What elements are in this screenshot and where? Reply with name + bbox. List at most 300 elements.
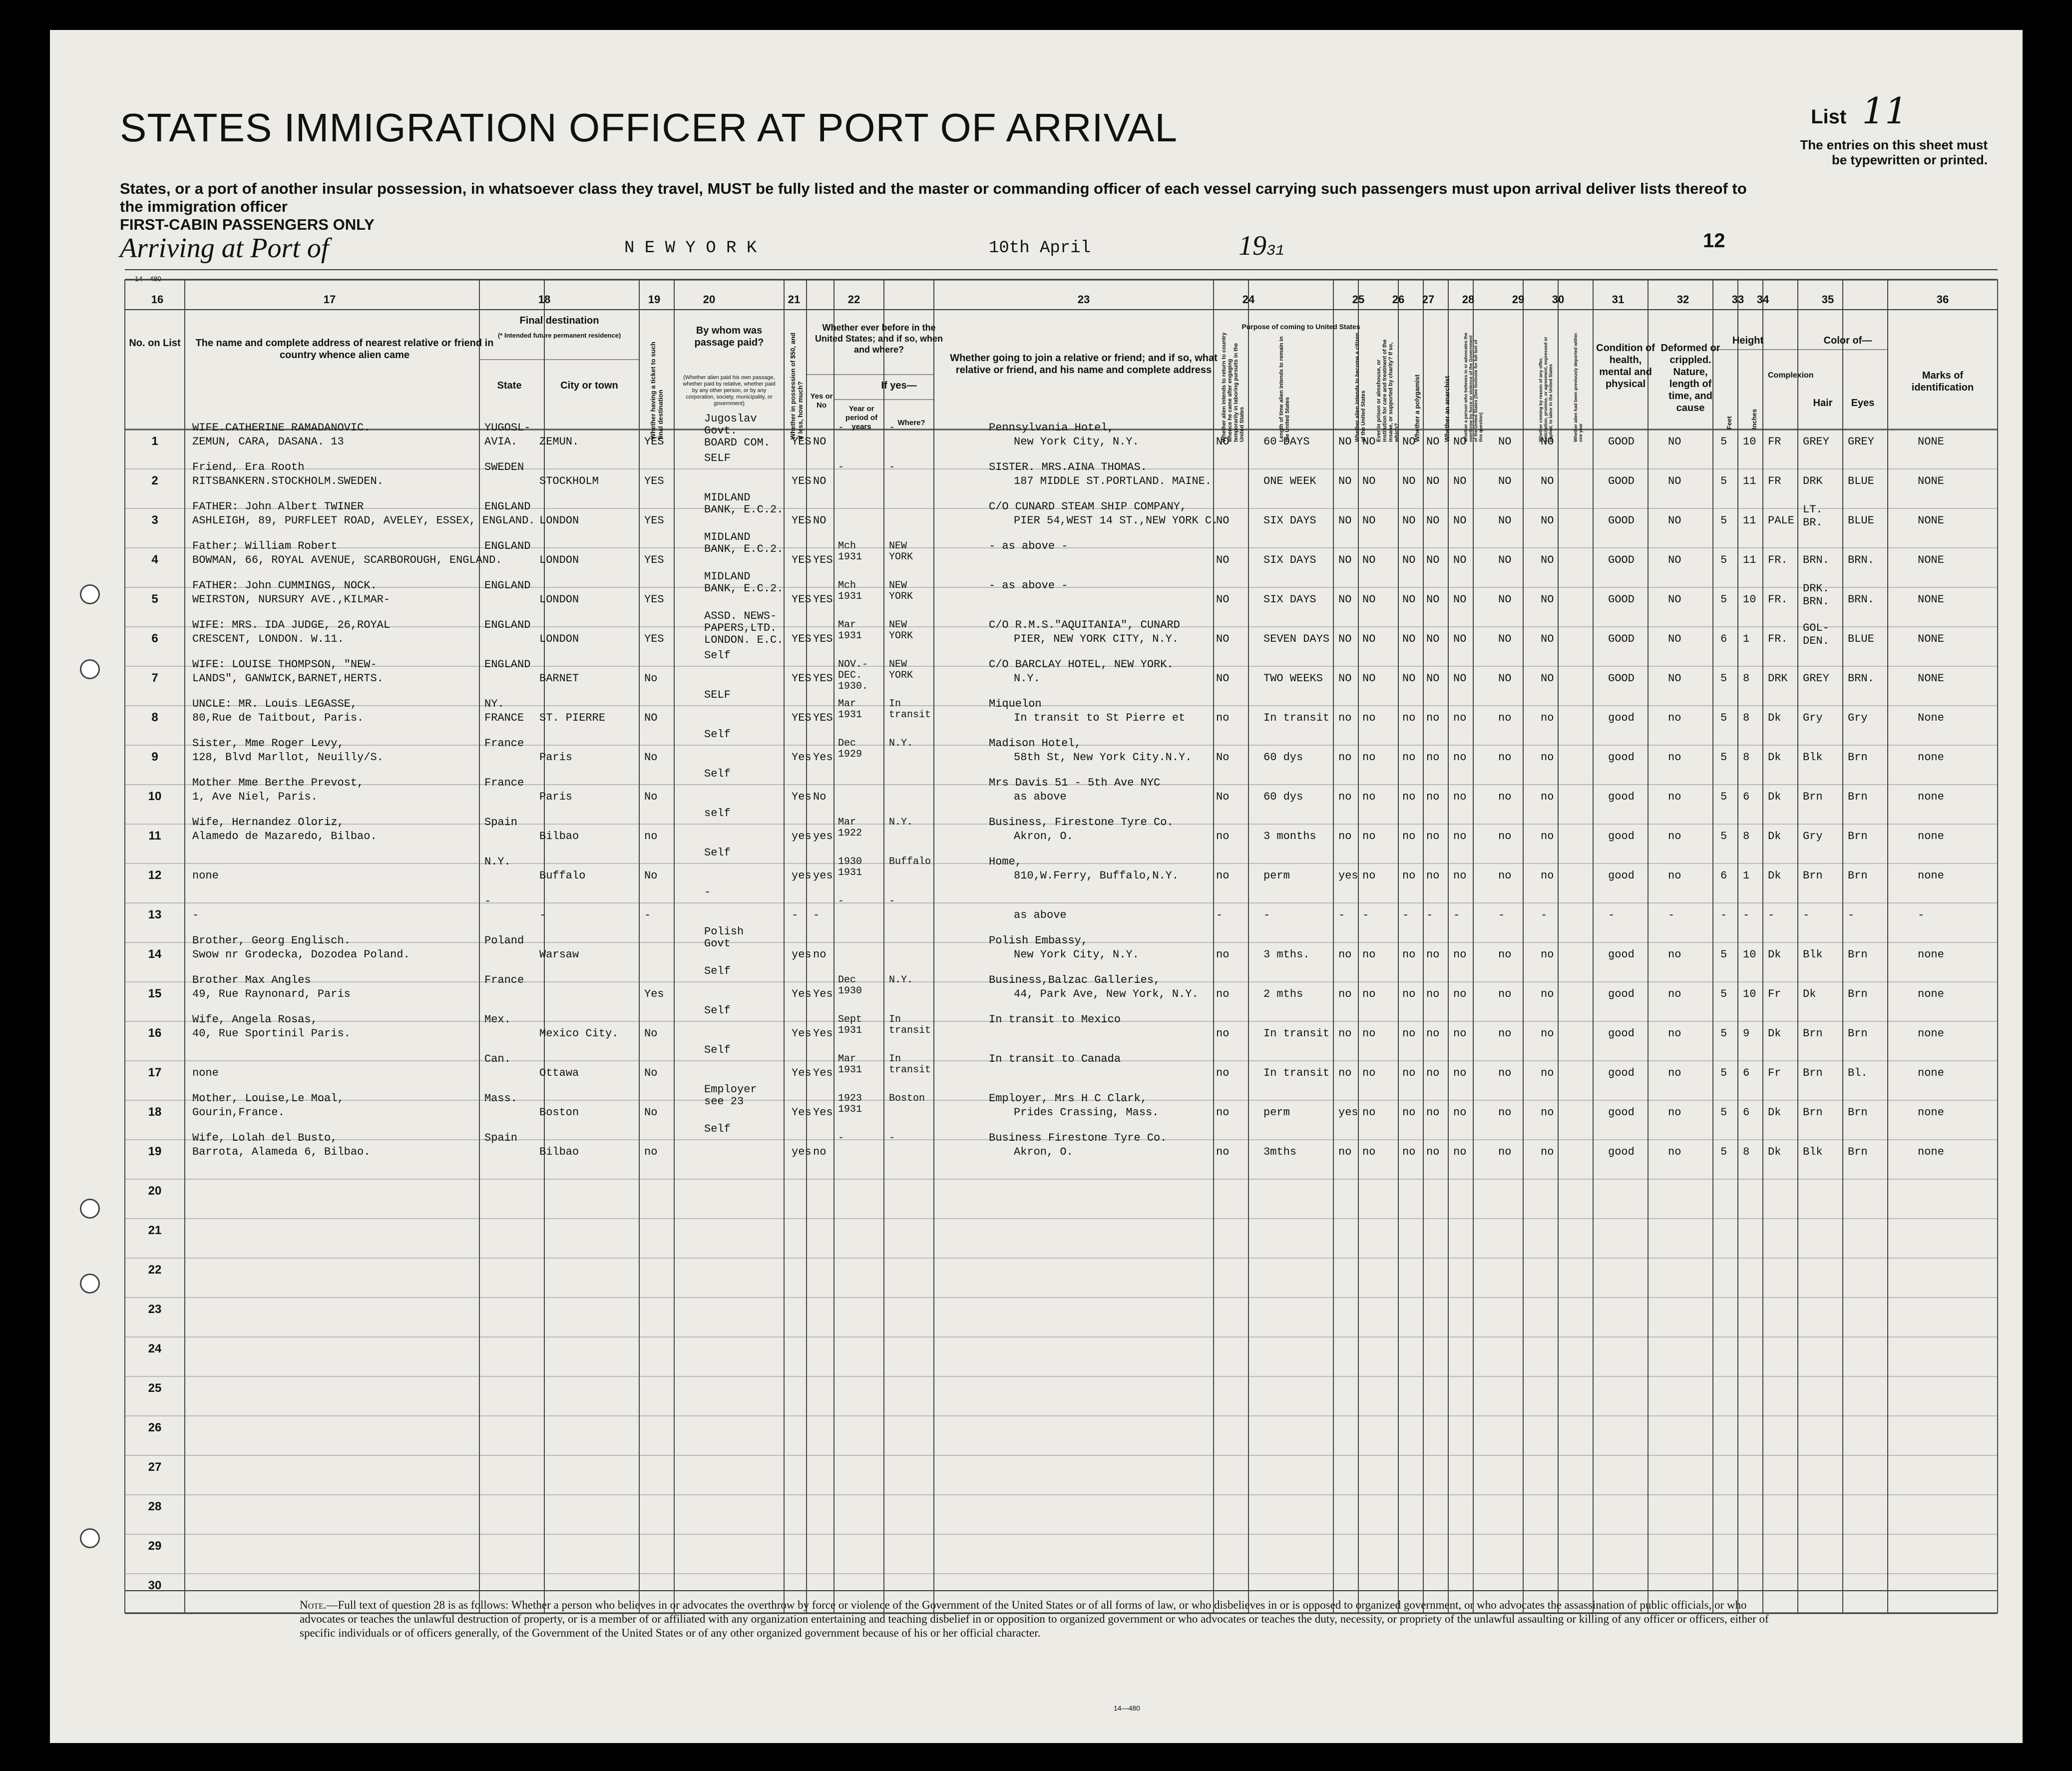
cell-pol: NO bbox=[1402, 593, 1416, 606]
cell-cmp: Fr bbox=[1768, 988, 1781, 1000]
cell-c50: YES bbox=[792, 436, 812, 448]
cell-c50: YES bbox=[792, 593, 812, 606]
cell-mark: none bbox=[1918, 1146, 1944, 1158]
cell-rel2: none bbox=[192, 1067, 219, 1079]
cell-q30: no bbox=[1541, 791, 1554, 803]
cell-hea: GOOD bbox=[1608, 475, 1635, 487]
cell-join1: Employer, Mrs H C Clark, bbox=[989, 1092, 1147, 1105]
cell-q28: NO bbox=[1453, 672, 1467, 685]
table-row bbox=[50, 449, 2023, 488]
cell-in: 6 bbox=[1743, 1067, 1750, 1079]
footer-note-text: —Full text of question 28 is as follows: Whether a person who believes in or advocates the overthrow by force or violence of the Government of the United States or of all forms of law, or who disbelieves in or is opposed to organized government, or who advocates the assassination of public officials, or who advocates or teaches the unlawful destruction of property, or is a member of or affiliated with any organization entertaining and teaching disbelief in or opposition to organized government or who advocates or teaches the duty, necessity, or propriety of the unlawful assaulting or killing of any officer or officers, either of specific individuals or of officers generally, of the Government of the United States or of any other organized government because of his or her official character. bbox=[300, 1599, 1769, 1639]
page-title: STATES IMMIGRATION OFFICER AT PORT OF ARRIVAL bbox=[120, 105, 1178, 150]
cell-ana: no bbox=[1426, 1106, 1440, 1119]
cell-ana: - bbox=[1426, 909, 1433, 921]
cell-in: 10 bbox=[1743, 988, 1756, 1000]
cell-rel1: UNCLE: MR. Louis LEGASSE, bbox=[192, 698, 358, 710]
cell-ret: NO bbox=[1216, 672, 1230, 685]
cell-eyes: Brn bbox=[1848, 870, 1868, 882]
cell-q30: NO bbox=[1541, 514, 1554, 527]
cell-len: In transit bbox=[1263, 712, 1330, 724]
cell-c50: YES bbox=[792, 672, 812, 685]
cell-rel2: Gourin,France. bbox=[192, 1106, 285, 1119]
binder-hole bbox=[80, 584, 100, 604]
cell-yn: yes bbox=[813, 830, 833, 843]
cell-len: 60 DAYS bbox=[1263, 436, 1310, 448]
cell-mark: none bbox=[1918, 791, 1944, 803]
header-if-yes: If yes— bbox=[881, 380, 917, 391]
cell-paid2: Govt. bbox=[704, 425, 738, 437]
cell-rel1: WIFE: MRS. IDA JUDGE, 26,ROYAL bbox=[192, 619, 391, 631]
row-number: 25 bbox=[148, 1381, 162, 1395]
cell-join2: PIER 54,WEST 14 ST.,NEW YORK C. bbox=[1014, 514, 1219, 527]
cell-yr: Mar 1931 bbox=[838, 698, 862, 721]
table-row-empty bbox=[50, 1475, 2023, 1514]
cell-paid2: BANK, E.C.2. bbox=[704, 582, 784, 595]
header-health: Condition of health, mental and physical bbox=[1596, 343, 1655, 390]
cell-cit: NO bbox=[1338, 436, 1352, 448]
cell-ret: NO bbox=[1216, 593, 1230, 606]
cell-yn: NO bbox=[813, 436, 827, 448]
cell-def: no bbox=[1668, 712, 1681, 724]
cell-c50: YES bbox=[792, 554, 812, 566]
cell-paid1: Self bbox=[704, 847, 731, 859]
table-row-empty bbox=[50, 1554, 2023, 1593]
cell-ticket: no bbox=[644, 1146, 658, 1158]
cell-join2: 810,W.Ferry, Buffalo,N.Y. bbox=[1014, 870, 1179, 882]
row-number: 17 bbox=[148, 1066, 162, 1079]
cell-st2: FRANCE bbox=[484, 712, 524, 724]
cell-join1: Polish Embassy, bbox=[989, 934, 1088, 947]
cell-in: 8 bbox=[1743, 830, 1750, 843]
cell-pol: no bbox=[1402, 791, 1416, 803]
cell-yr: Mar 1931 bbox=[838, 1053, 862, 1076]
cell-st1: Spain bbox=[484, 816, 518, 829]
cell-len: SIX DAYS bbox=[1263, 554, 1316, 566]
cell-pol: - bbox=[1402, 909, 1409, 921]
cell-ft: 5 bbox=[1720, 514, 1727, 527]
header-state: State bbox=[497, 380, 522, 391]
header-relative: The name and complete address of nearest relative or friend in country whence alien came bbox=[195, 338, 494, 361]
cell-yr: Dec 1930 bbox=[838, 974, 862, 997]
row-number: 26 bbox=[148, 1421, 162, 1434]
cell-join2: 58th St, New York City.N.Y. bbox=[1014, 751, 1192, 764]
table-row bbox=[50, 804, 2023, 844]
cell-cit: - bbox=[1338, 909, 1345, 921]
table-row bbox=[50, 410, 2023, 449]
header-city: City or town bbox=[560, 380, 618, 391]
cell-yn: yes bbox=[813, 870, 833, 882]
cell-ticket: No bbox=[644, 1067, 658, 1079]
cell-st1: ENGLAND bbox=[484, 540, 531, 552]
header-prison: Ever in prison or almshouse, or institution for care and treatment of the insane, or supported by charity? If so, which? bbox=[1376, 339, 1400, 442]
cell-hair: Blk bbox=[1803, 948, 1823, 961]
cell-ret: No bbox=[1216, 791, 1230, 803]
cell-city: LONDON bbox=[539, 633, 579, 645]
cell-mark: NONE bbox=[1918, 554, 1944, 566]
column-number: 20 bbox=[703, 293, 716, 306]
cell-q28: NO bbox=[1453, 514, 1467, 527]
cell-len: SIX DAYS bbox=[1263, 514, 1316, 527]
cell-cit: no bbox=[1338, 1067, 1352, 1079]
cell-where: - bbox=[889, 895, 895, 907]
cell-q28: no bbox=[1453, 830, 1467, 843]
cell-q28: NO bbox=[1453, 593, 1467, 606]
cell-cmp: FR. bbox=[1768, 554, 1788, 566]
cell-city: ZEMUN. bbox=[539, 436, 579, 448]
cell-ticket: No bbox=[644, 751, 658, 764]
cell-ticket: No bbox=[644, 870, 658, 882]
cell-hea: good bbox=[1608, 1027, 1635, 1040]
cell-eyes: BRN. bbox=[1848, 593, 1874, 606]
table-row-empty bbox=[50, 1199, 2023, 1238]
cell-hair: Brn bbox=[1803, 791, 1823, 803]
cell-cmp: FR. bbox=[1768, 633, 1788, 645]
table-row-empty bbox=[50, 1278, 2023, 1317]
cell-ret: no bbox=[1216, 870, 1230, 882]
header-purpose-length: Length of time alien intends to remain in the United States bbox=[1278, 336, 1290, 442]
cell-mark: none bbox=[1918, 1067, 1944, 1079]
cell-def: NO bbox=[1668, 554, 1681, 566]
cell-c50: - bbox=[792, 909, 799, 921]
cell-rel2: CRESCENT, LONDON. W.11. bbox=[192, 633, 344, 645]
cell-rel1: Brother Max Angles bbox=[192, 974, 311, 986]
cell-def: NO bbox=[1668, 436, 1681, 448]
cell-ft: 6 bbox=[1720, 633, 1727, 645]
cell-where: In transit bbox=[889, 1053, 931, 1076]
cell-yr: 1930 1931 bbox=[838, 856, 862, 879]
cell-ft: 5 bbox=[1720, 791, 1727, 803]
cell-ticket: no bbox=[644, 830, 658, 843]
cell-paid1: Employer bbox=[704, 1083, 757, 1096]
cell-rel2: 40, Rue Sportinil Paris. bbox=[192, 1027, 351, 1040]
cell-paid1: Jugoslav bbox=[704, 413, 757, 425]
cell-len: perm bbox=[1263, 870, 1290, 882]
arriving-label: Arriving at Port of bbox=[120, 233, 329, 264]
binder-hole bbox=[80, 659, 100, 679]
cell-yn: YES bbox=[813, 593, 833, 606]
cell-len: TWO WEEKS bbox=[1263, 672, 1323, 685]
cell-rel1: FATHER: John CUMMINGS, NOCK. bbox=[192, 579, 377, 592]
cell-rel1: Mother Mme Berthe Prevost, bbox=[192, 777, 364, 789]
column-number: 36 bbox=[1936, 293, 1949, 306]
row-number: 28 bbox=[148, 1500, 162, 1513]
cell-paid2: PAPERS,LTD. bbox=[704, 622, 777, 634]
header-join-relative: Whether going to join a relative or friend; and if so, what relative or friend, and his name and complete address bbox=[950, 353, 1218, 376]
cell-pri: no bbox=[1362, 712, 1376, 724]
cell-hea: good bbox=[1608, 1106, 1635, 1119]
cell-where: - bbox=[889, 1132, 895, 1144]
cell-mark: none bbox=[1918, 1027, 1944, 1040]
cell-ft: - bbox=[1720, 909, 1727, 921]
cell-in: 11 bbox=[1743, 514, 1756, 527]
column-number: 16 bbox=[151, 293, 164, 306]
header-complexion: Complexion bbox=[1768, 371, 1814, 380]
cell-len: 2 mths bbox=[1263, 988, 1303, 1000]
table-row-empty bbox=[50, 1396, 2023, 1435]
cell-ft: 5 bbox=[1720, 475, 1727, 487]
cell-ticket: - bbox=[644, 909, 651, 921]
cell-eyes: BRN. bbox=[1848, 672, 1874, 685]
cell-join1: Miquelon bbox=[989, 698, 1042, 710]
cell-where: NEW YORK bbox=[889, 540, 913, 563]
cell-hair: - bbox=[1803, 909, 1810, 921]
header-final-destination-note: (* Intended future permanent residence) bbox=[497, 332, 621, 339]
cell-in: 11 bbox=[1743, 554, 1756, 566]
cell-hea: good bbox=[1608, 1067, 1635, 1079]
cell-yn: YES bbox=[813, 672, 833, 685]
cell-paid1: SELF bbox=[704, 689, 731, 701]
cell-join1: Business Firestone Tyre Co. bbox=[989, 1132, 1167, 1144]
cell-hair: DRK. BRN. bbox=[1803, 582, 1829, 608]
row-number: 5 bbox=[151, 592, 158, 606]
cell-q29: no bbox=[1498, 948, 1512, 961]
row-number: 22 bbox=[148, 1263, 162, 1277]
table-row bbox=[50, 922, 2023, 962]
cell-q30: no bbox=[1541, 870, 1554, 882]
cell-hair: BRN. bbox=[1803, 554, 1829, 566]
cell-in: 6 bbox=[1743, 791, 1750, 803]
row-number: 15 bbox=[148, 987, 162, 1000]
cell-cmp: PALE bbox=[1768, 514, 1794, 527]
table-row-empty bbox=[50, 1159, 2023, 1199]
cell-cit: yes bbox=[1338, 1106, 1358, 1119]
cell-cmp: Dk bbox=[1768, 791, 1781, 803]
cell-mark: None bbox=[1918, 712, 1944, 724]
table-row bbox=[50, 686, 2023, 725]
cell-rel2: 1, Ave Niel, Paris. bbox=[192, 791, 318, 803]
cell-join1: Home, bbox=[989, 856, 1022, 868]
header-anarchist: Whether an anarchist bbox=[1443, 376, 1451, 442]
cell-cmp: Dk bbox=[1768, 1027, 1781, 1040]
cell-yn: NO bbox=[813, 514, 827, 527]
cell-pri: no bbox=[1362, 1067, 1376, 1079]
column-number: 35 bbox=[1821, 293, 1834, 306]
cell-c50: yes bbox=[792, 948, 812, 961]
cell-in: 10 bbox=[1743, 948, 1756, 961]
cell-where: In transit bbox=[889, 1014, 931, 1036]
cell-pol: NO bbox=[1402, 475, 1416, 487]
cell-where: Boston bbox=[889, 1093, 925, 1104]
cell-cit: NO bbox=[1338, 475, 1352, 487]
header-ever-before: Whether ever before in the United States; and if so, when and where? bbox=[815, 323, 943, 355]
cell-hea: good bbox=[1608, 988, 1635, 1000]
cell-q29: NO bbox=[1498, 633, 1512, 645]
header-inches: Inches bbox=[1750, 409, 1758, 430]
cell-rel1: Friend, Era Rooth bbox=[192, 461, 305, 473]
cell-eyes: Brn bbox=[1848, 948, 1868, 961]
row-number: 16 bbox=[148, 1026, 162, 1040]
cell-rel1: Wife, Hernandez Oloriz, bbox=[192, 816, 344, 829]
cell-ft: 5 bbox=[1720, 751, 1727, 764]
cell-q29: NO bbox=[1498, 593, 1512, 606]
cell-eyes: GREY bbox=[1848, 436, 1874, 448]
cell-def: no bbox=[1668, 870, 1681, 882]
cell-ana: no bbox=[1426, 988, 1440, 1000]
cell-ret: no bbox=[1216, 988, 1230, 1000]
cell-cit: no bbox=[1338, 948, 1352, 961]
header-final-destination: Final destination bbox=[519, 315, 599, 326]
cell-city: Mexico City. bbox=[539, 1027, 619, 1040]
cell-ticket: Yes bbox=[644, 988, 664, 1000]
table-row-empty bbox=[50, 1356, 2023, 1396]
row-number: 24 bbox=[148, 1342, 162, 1355]
cell-def: no bbox=[1668, 1027, 1681, 1040]
cell-where: NEW YORK bbox=[889, 580, 913, 602]
cell-st1: France bbox=[484, 974, 524, 986]
cell-q30: no bbox=[1541, 712, 1554, 724]
cell-yn: Yes bbox=[813, 1027, 833, 1040]
cell-join2: In transit to St Pierre et bbox=[1014, 712, 1186, 724]
cell-cit: no bbox=[1338, 830, 1352, 843]
cell-in: 10 bbox=[1743, 436, 1756, 448]
header-purpose-citizen: Whether alien intends to become a citizen of the United States bbox=[1354, 333, 1366, 442]
cell-q29: - bbox=[1498, 909, 1505, 921]
row-number: 7 bbox=[151, 671, 158, 685]
cell-paid1: Self bbox=[704, 1044, 731, 1056]
cell-ticket: YES bbox=[644, 633, 664, 645]
header-deformed: Deformed or crippled. Nature, length of time, and cause bbox=[1660, 343, 1720, 414]
table-row-empty bbox=[50, 1238, 2023, 1278]
cell-def: - bbox=[1668, 909, 1675, 921]
cell-eyes: Brn bbox=[1848, 1106, 1868, 1119]
row-number: 6 bbox=[151, 632, 158, 645]
cell-q28: NO bbox=[1453, 554, 1467, 566]
row-number: 13 bbox=[148, 908, 162, 921]
cell-yn: Yes bbox=[813, 1067, 833, 1079]
column-number: 32 bbox=[1676, 293, 1689, 306]
cell-eyes: Brn bbox=[1848, 830, 1868, 843]
table-row bbox=[50, 962, 2023, 1001]
cell-cit: NO bbox=[1338, 514, 1352, 527]
cell-mark: NONE bbox=[1918, 514, 1944, 527]
cell-pri: no bbox=[1362, 948, 1376, 961]
row-number: 21 bbox=[148, 1224, 162, 1237]
cell-yr: - bbox=[838, 422, 844, 434]
cell-pol: NO bbox=[1402, 436, 1416, 448]
typewritten-notice: The entries on this sheet must be typewritten or printed. bbox=[1800, 137, 1988, 167]
binder-hole bbox=[80, 1528, 100, 1548]
cell-def: no bbox=[1668, 988, 1681, 1000]
list-number-value: 11 bbox=[1862, 90, 1908, 132]
cell-ft: 5 bbox=[1720, 712, 1727, 724]
cell-ret: no bbox=[1216, 948, 1230, 961]
cell-where: NEW YORK bbox=[889, 659, 913, 681]
cell-paid1: Self bbox=[704, 768, 731, 780]
cell-ana: NO bbox=[1426, 633, 1440, 645]
cell-rel1: Sister, Mme Roger Levy, bbox=[192, 737, 344, 750]
cell-yr: NOV.-DEC. 1930. bbox=[838, 659, 868, 692]
cell-hair: Brn bbox=[1803, 1027, 1823, 1040]
cell-ft: 5 bbox=[1720, 830, 1727, 843]
cell-join2: as above bbox=[1014, 791, 1067, 803]
cell-rel2: Alamedo de Mazaredo, Bilbao. bbox=[192, 830, 377, 843]
cell-where: - bbox=[889, 422, 895, 434]
cell-c50: Yes bbox=[792, 791, 812, 803]
cell-hair: Brn bbox=[1803, 1067, 1823, 1079]
cell-def: no bbox=[1668, 751, 1681, 764]
header-year-period: Year or period of years bbox=[845, 405, 878, 431]
cell-paid1: Self bbox=[704, 649, 731, 662]
cell-join2: New York City, N.Y. bbox=[1014, 948, 1139, 961]
cell-hair: Gry bbox=[1803, 712, 1823, 724]
header-height: Height bbox=[1732, 335, 1764, 346]
cell-paid1: Self bbox=[704, 965, 731, 977]
cell-in: 9 bbox=[1743, 1027, 1750, 1040]
cell-hair: GREY bbox=[1803, 436, 1829, 448]
cell-mark: none bbox=[1918, 1106, 1944, 1119]
header-possession-50: Whether in possession of $50, and if less, how much? bbox=[789, 333, 804, 440]
cell-hea: - bbox=[1608, 909, 1615, 921]
cell-eyes: Gry bbox=[1848, 712, 1868, 724]
cell-hea: GOOD bbox=[1608, 436, 1635, 448]
row-number: 27 bbox=[148, 1460, 162, 1474]
cell-hair: Brn bbox=[1803, 870, 1823, 882]
table-row bbox=[50, 646, 2023, 692]
cell-paid1: Polish bbox=[704, 925, 744, 938]
cell-rel2: ZEMUN, CARA, DASANA. 13 bbox=[192, 436, 344, 448]
cell-def: NO bbox=[1668, 475, 1681, 487]
cell-where: N.Y. bbox=[889, 738, 913, 749]
cell-pri: no bbox=[1362, 791, 1376, 803]
cell-hea: good bbox=[1608, 1146, 1635, 1158]
column-number: 27 bbox=[1422, 293, 1435, 306]
cell-def: no bbox=[1668, 1146, 1681, 1158]
cell-join1: Pennsylvania Hotel, bbox=[989, 422, 1114, 434]
cell-pri: no bbox=[1362, 1027, 1376, 1040]
row-number: 2 bbox=[151, 474, 158, 487]
cell-ret: NO bbox=[1216, 514, 1230, 527]
cell-pri: NO bbox=[1362, 514, 1376, 527]
table-row bbox=[50, 1041, 2023, 1080]
cell-ft: 5 bbox=[1720, 988, 1727, 1000]
cell-mark: none bbox=[1918, 870, 1944, 882]
cell-len: SEVEN DAYS bbox=[1263, 633, 1330, 645]
cell-yn: Yes bbox=[813, 988, 833, 1000]
footer-form-code: 14—480 bbox=[1114, 1704, 1140, 1712]
cell-c50: yes bbox=[792, 870, 812, 882]
cell-pol: NO bbox=[1402, 554, 1416, 566]
cell-c50: YES bbox=[792, 712, 812, 724]
cell-ana: no bbox=[1426, 1067, 1440, 1079]
header-marks: Marks of identification bbox=[1911, 370, 1974, 393]
cell-city: LONDON bbox=[539, 554, 579, 566]
header-passage-paid-note: (Whether alien paid his own passage, whether paid by relative, whether paid by any other person, or by any corporation, society, municipality, or government) bbox=[683, 375, 776, 407]
cell-paid1: Self bbox=[704, 1004, 731, 1017]
cell-city: - bbox=[539, 909, 546, 921]
cell-yr: - bbox=[838, 461, 844, 473]
cell-pri: no bbox=[1362, 870, 1376, 882]
cell-rel2: BOWMAN, 66, ROYAL AVENUE, SCARBOROUGH, ENGLAND. bbox=[192, 554, 502, 566]
table-row-empty bbox=[50, 1435, 2023, 1475]
cell-mark: - bbox=[1918, 909, 1925, 921]
cell-pri: NO bbox=[1362, 554, 1376, 566]
cell-c50: Yes bbox=[792, 1106, 812, 1119]
cell-eyes: BLUE bbox=[1848, 514, 1874, 527]
cell-ticket: No bbox=[644, 1106, 658, 1119]
table-row bbox=[50, 1080, 2023, 1120]
row-number: 18 bbox=[148, 1105, 162, 1119]
cell-ana: no bbox=[1426, 870, 1440, 882]
cell-join1: SISTER. MRS.AINA THOMAS. bbox=[989, 461, 1147, 473]
cell-q30: NO bbox=[1541, 672, 1554, 685]
cell-cit: no bbox=[1338, 1027, 1352, 1040]
cell-rel2: Barrota, Alameda 6, Bilbao. bbox=[192, 1146, 371, 1158]
table-row bbox=[50, 765, 2023, 804]
cell-in: 11 bbox=[1743, 475, 1756, 487]
cell-pri: no bbox=[1362, 1146, 1376, 1158]
column-number: 19 bbox=[648, 293, 661, 306]
